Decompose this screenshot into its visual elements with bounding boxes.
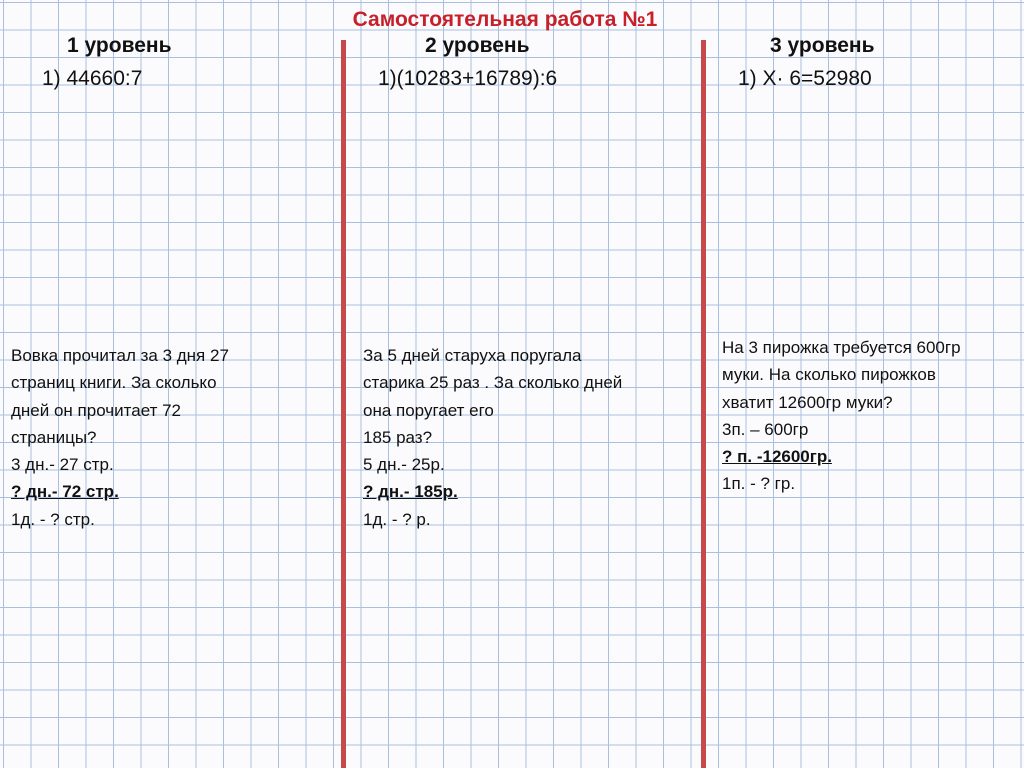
column-divider-left: [341, 40, 346, 768]
level-1-heading: 1 уровень: [67, 34, 172, 57]
problem-line: хватит 12600гр муки?: [722, 392, 893, 412]
given-line: 5 дн.- 25р.: [363, 455, 445, 475]
problem-line: муки. На сколько пирожков: [722, 365, 936, 385]
problem-line: дней он прочитает 72: [11, 400, 181, 420]
level-2-task-1: 1)(10283+16789):6: [378, 67, 558, 90]
problem-line: За 5 дней старуха поругала: [363, 346, 582, 365]
level-1-word-problem: [11, 342, 341, 533]
given-line-underlined: ? дн.- 185р.: [363, 482, 458, 502]
given-line: 3 дн.- 27 стр.: [11, 455, 114, 475]
level-2-word-problem: [363, 342, 693, 533]
level-1-task-1: 1) 44660:7: [42, 67, 143, 90]
column-divider-right: [701, 40, 706, 768]
level-3-heading: 3 уровень: [770, 34, 875, 57]
level-3-word-problem: [722, 334, 1024, 498]
problem-line: На 3 пирожка требуется 600гр: [722, 338, 961, 357]
level-2-heading: 2 уровень: [425, 34, 530, 57]
given-line: 1п. - ? гр.: [722, 474, 796, 494]
problem-line: она поругает его: [363, 400, 494, 420]
given-line: 1д. - ? р.: [363, 509, 431, 529]
given-line: 3п. – 600гр: [722, 419, 809, 439]
problem-line: страницы?: [11, 427, 97, 447]
problem-line: старика 25 раз . За сколько дней: [363, 373, 623, 393]
page-title: Самостоятельная работа №1: [352, 8, 658, 31]
level-3-task-1: 1) Х· 6=52980: [738, 67, 872, 90]
given-line-underlined: ? дн.- 72 стр.: [11, 482, 119, 502]
given-line-underlined: ? п. -12600гр.: [722, 447, 832, 467]
problem-line: Вовка прочитал за 3 дня 27: [11, 346, 229, 365]
problem-line: страниц книги. За сколько: [11, 373, 217, 393]
given-line: 1д. - ? стр.: [11, 509, 95, 529]
problem-line: 185 раз?: [363, 427, 433, 447]
